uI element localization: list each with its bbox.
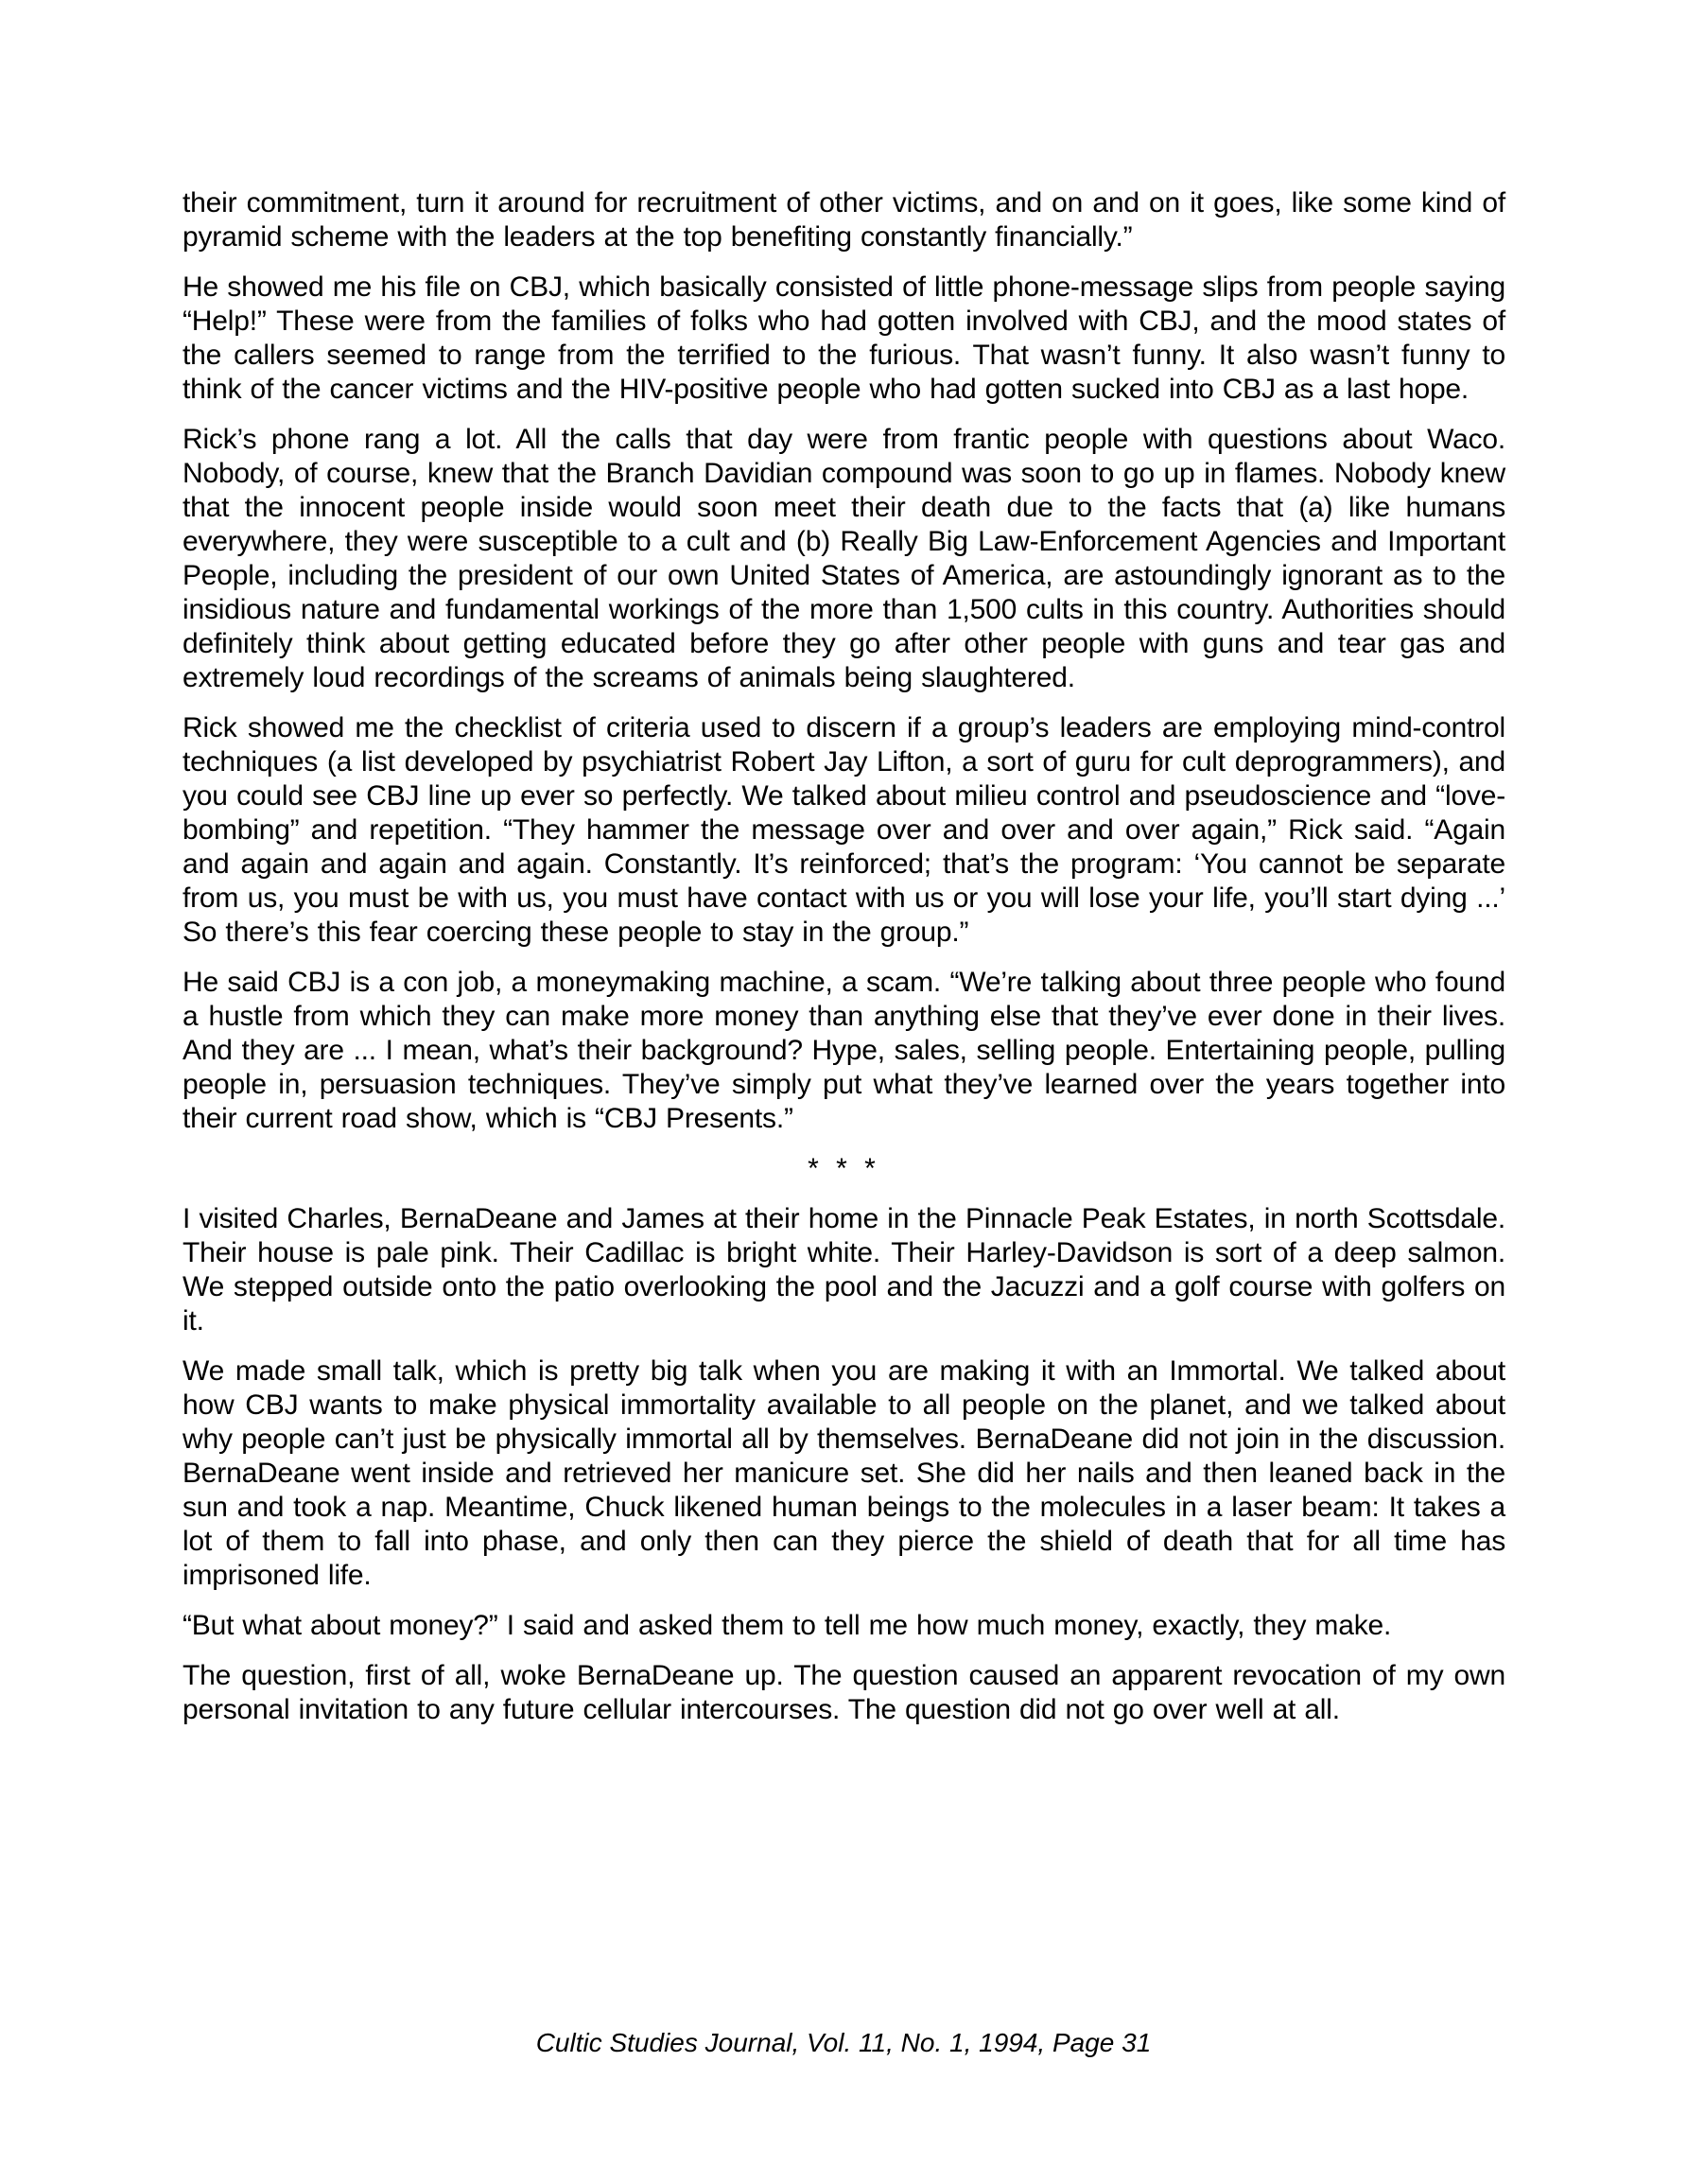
section-separator: * * * xyxy=(808,1153,880,1184)
paragraph: We made small talk, which is pretty big talk when you are making it with an Immortal. We talked about how CBJ wants to make physical immortality available to all people on the planet, and we talked about why people can’t just be physically immortal all by themselves. BernaDeane did not join in the discussion. BernaDeane went inside and retrieved her manicure set. She did her nails and then leaned back in the sun and took a nap. Meantime, Chuck likened human beings to the molecules in a laser beam: It takes a lot of them to fall into phase, and only then can they pierce the shield of death that for all time has imprisoned life. xyxy=(183,1355,1505,1591)
paragraph: Rick showed me the checklist of criteria used to discern if a group’s leaders are employing mind-control techniques (a list developed by psychiatrist Robert Jay Lifton, a sort of guru for cult deprogrammers), and you could see CBJ line up ever so perfectly. We talked about milieu control and pseudoscience and “love-bombing” and repetition. “They hammer the message over and over and over again,” Rick said. “Again and again and again and again. Constantly. It’s reinforced; that’s the program: ‘You cannot be separate from us, you must be with us, you must have contact with us or you will lose your life, you’ll start dying ...’ So there’s this fear coercing these people to stay in the group.” xyxy=(183,712,1505,948)
paragraph: “But what about money?” I said and asked them to tell me how much money, exactly, they make. xyxy=(183,1610,1392,1641)
page-footer: Cultic Studies Journal, Vol. 11, No. 1, 1994, Page 31 xyxy=(535,2028,1152,2057)
paragraph: He showed me his file on CBJ, which basically consisted of little phone-message slips from people saying “Help!” These were from the families of folks who had gotten involved with CBJ, and the mood states of the callers seemed to range from the terrified to the furious. That wasn’t funny. It also wasn’t funny to think of the cancer victims and the HIV-positive people who had gotten sucked into CBJ as a last hope. xyxy=(183,271,1505,405)
article-body xyxy=(183,186,1505,1743)
paragraph: The question, first of all, woke BernaDeane up. The question caused an apparent revocation of my own personal invitation to any future cellular intercourses. The question did not go over well at all. xyxy=(183,1660,1505,1725)
paragraph-continuation: their commitment, turn it around for recruitment of other victims, and on and on it goes, like some kind of pyramid scheme with the leaders at the top benefiting constantly financially.” xyxy=(183,187,1505,253)
paragraph: Rick’s phone rang a lot. All the calls that day were from frantic people with questions about Waco. Nobody, of course, knew that the Branch Davidian compound was soon to go up in flames. Nobody knew that the innocent people inside would soon meet their death due to the facts that (a) like humans everywhere, they were susceptible to a cult and (b) Really Big Law-Enforcement Agencies and Important People, including the president of our own United States of America, are astoundingly ignorant as to the insidious nature and fundamental workings of the more than 1,500 cults in this country. Authorities should definitely think about getting educated before they go after other people with guns and tear gas and extremely loud recordings of the screams of animals being slaughtered. xyxy=(183,424,1505,693)
paragraph: I visited Charles, BernaDeane and James at their home in the Pinnacle Peak Estates, in north Scottsdale. Their house is pale pink. Their Cadillac is bright white. Their Harley-Davidson is sort of a deep salmon. We stepped outside onto the patio overlooking the pool and the Jacuzzi and a golf course with golfers on it. xyxy=(183,1203,1505,1337)
paragraph: He said CBJ is a con job, a moneymaking machine, a scam. “We’re talking about three people who found a hustle from which they can make more money than anything else that they’ve ever done in their lives. And they are ... I mean, what’s their background? Hype, sales, selling people. Entertaining people, pulling people in, persuasion techniques. They’ve simply put what they’ve learned over the years together into their current road show, which is “CBJ Presents.” xyxy=(183,967,1505,1134)
